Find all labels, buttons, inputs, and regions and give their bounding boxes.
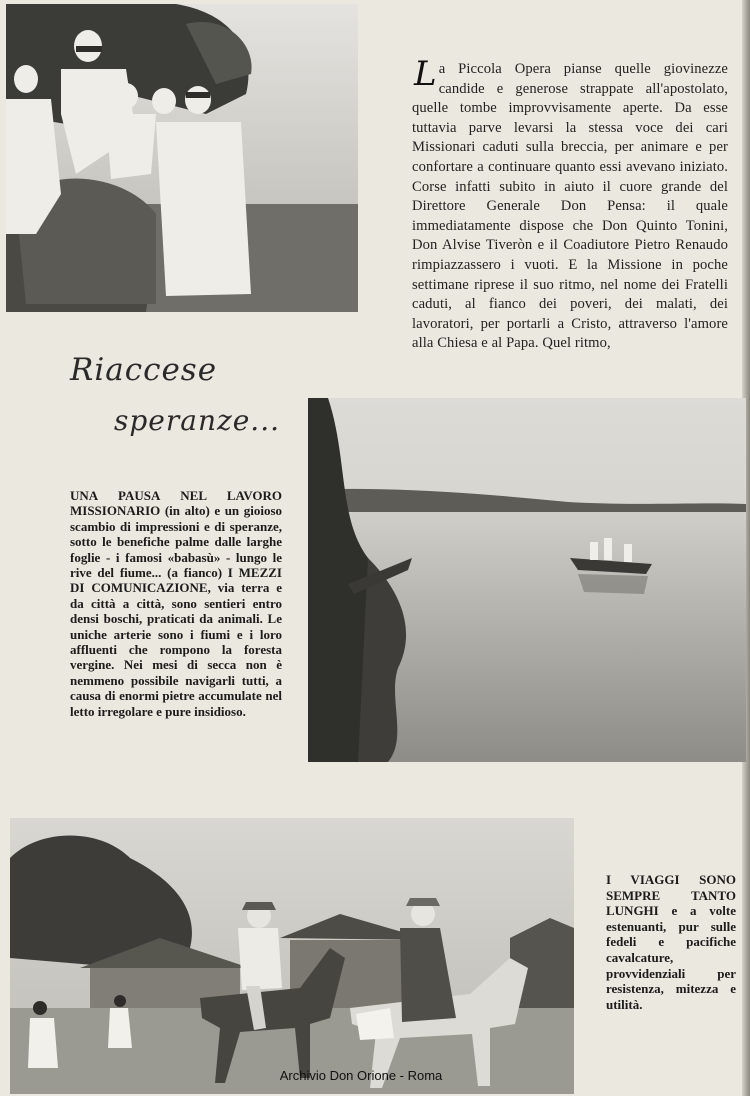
riders-photo [10, 818, 574, 1094]
caption-journeys: I VIAGGI SONO SEMPRE TANTO LUNGHI e a volte estenuanti, pur sulle fedeli e pacifiche cavalcature, provvidenziali per resistenza, mitezza e utilità. [606, 872, 736, 1012]
missionaries-photo [6, 4, 358, 312]
caption-communication: UNA PAUSA NEL LAVORO MISSIONARIO (in alto) e un gioioso scambio di impressioni e di speranze, sotto le benefiche palme dalle larghe foglie - i famosi «babasù» - lungo le rive del fiume... (a fianco) I MEZZI DI COMUNICAZIONE, via terra e da città a città, sono sentieri entro densi boschi, praticati da animali. Le uniche arterie sono i fiumi e i loro affluenti che rompono la foresta vergine. Nei mesi di secca non è nemmeno possibile navigarli tutti, a causa di enormi pietre accumulate nel letto irregolare e pure insidioso. [70, 488, 282, 719]
section-heading-line2: speranze... [114, 404, 280, 437]
section-heading-line1: Riaccese [70, 352, 218, 388]
river-boat-photo [308, 398, 746, 762]
article-body [412, 54, 728, 354]
drop-cap: L [414, 54, 437, 94]
archive-watermark: Archivio Don Orione - Roma [279, 1068, 443, 1083]
article-text: a Piccola Opera pianse quelle giovinezze candide e generose strappate all'apostolato, quelle tombe improvvisamente aperte. Da esse tuttavia parve levarsi la stessa voce dei cari Missionari caduti sulla breccia, per animare e per confortare a continuare quanto essi avevano iniziato. Corse infatti subito in aiuto il cuore grande del Direttore Generale Don Pensa: il quale immediatamente dispose che Don Quinto Tonini, Don Alvise Tiveròn e il Coadiutore Pietro Renaudo rimpiazzassero i vuoti. E la Missione in poche settimane riprese il suo ritmo, nel nome dei Fratelli caduti, al fianco dei poveri, dei malati, dei lavoratori, per portarli a Cristo, attraverso l'amore alla Chiesa e al Papa. Quel ritmo, [412, 61, 728, 352]
